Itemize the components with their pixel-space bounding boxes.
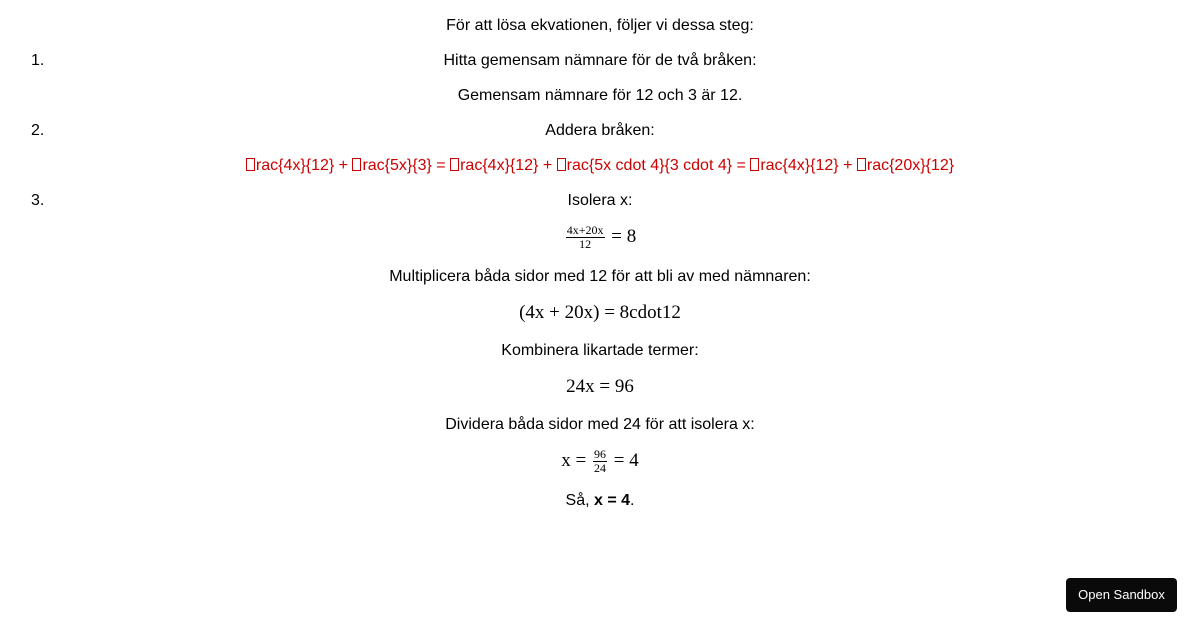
step-3-title: Isolera x:: [567, 192, 633, 209]
missing-glyph-box: [450, 158, 459, 171]
intro-text: För att lösa ekvationen, följer vi dessa steg:: [446, 17, 754, 34]
latex-part: rac{4x}{12} +: [255, 157, 353, 174]
conclusion-suffix: .: [630, 492, 635, 509]
equation-1: [0, 224, 1200, 251]
raw-latex-error: [0, 156, 1200, 176]
open-sandbox-button[interactable]: Open Sandbox: [1066, 578, 1177, 612]
conclusion: [0, 491, 1200, 511]
missing-glyph-box: [352, 158, 361, 171]
latex-part: rac{20x}{12}: [866, 157, 955, 174]
equation-rhs: = 4: [613, 449, 639, 471]
latex-part: rac{4x}{12} +: [760, 157, 857, 174]
combine-text: Kombinera likartade termer:: [501, 342, 699, 359]
equation-4: [0, 448, 1200, 475]
step-2-title: Addera bråken:: [545, 122, 655, 139]
missing-glyph-box: [750, 158, 759, 171]
step-number-2: 2.: [31, 122, 45, 139]
step-1-title: Hitta gemensam nämnare för de två bråken:: [443, 52, 757, 69]
numerator: 96: [594, 447, 606, 461]
numerator: 4x+20x: [566, 223, 604, 237]
equation-lhs: x =: [561, 449, 587, 471]
denominator: 24: [594, 461, 606, 475]
divide-text: Dividera båda sidor med 24 för att isolera x:: [445, 416, 755, 433]
latex-part: rac{5x cdot 4}{3 cdot 4} =: [566, 157, 751, 174]
equation-3: 24x = 96: [566, 376, 634, 397]
fraction: [593, 448, 607, 475]
multiply-text: Multiplicera båda sidor med 12 för att bli av med nämnaren:: [389, 268, 811, 285]
equation-2: (4x + 20x) = 8cdot12: [519, 302, 681, 323]
step-1-text: Gemensam nämnare för 12 och 3 är 12.: [457, 87, 743, 104]
latex-part: rac{4x}{12} +: [460, 157, 557, 174]
missing-glyph-box: [857, 158, 866, 171]
conclusion-answer: x = 4: [593, 492, 631, 509]
step-number-3: 3.: [31, 192, 45, 209]
denominator: 12: [579, 237, 592, 251]
equation-rhs: = 8: [611, 225, 637, 247]
step-number-1: 1.: [31, 52, 45, 69]
latex-part: rac{5x}{3} =: [362, 157, 451, 174]
missing-glyph-box: [246, 158, 255, 171]
missing-glyph-box: [557, 158, 566, 171]
conclusion-prefix: Så,: [565, 492, 594, 509]
fraction: [566, 224, 605, 251]
